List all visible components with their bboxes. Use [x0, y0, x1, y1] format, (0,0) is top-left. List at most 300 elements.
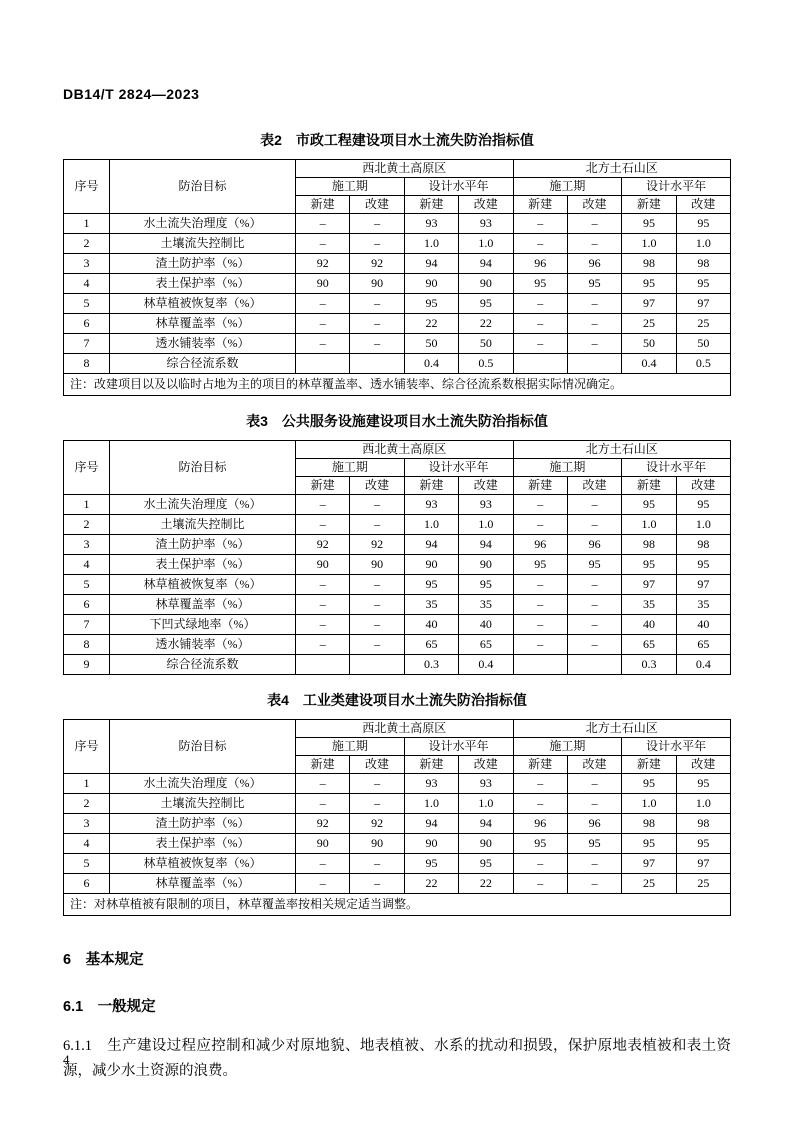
table-note: 注：对林草植被有限制的项目，林草覆盖率按相关规定适当调整。 [64, 894, 731, 916]
cell-value: – [296, 515, 350, 535]
cell-value: – [296, 794, 350, 814]
cell-value: 95 [676, 555, 730, 575]
cell-value: 93 [459, 495, 513, 515]
cell-target: 渣土防护率（%） [110, 535, 296, 555]
cell-value: 90 [459, 274, 513, 294]
table-row [64, 814, 731, 834]
cell-value: – [296, 334, 350, 354]
cell-value: 95 [513, 834, 567, 854]
cell-value: 65 [676, 635, 730, 655]
cell-value: – [350, 615, 404, 635]
cell-seq: 3 [64, 814, 110, 834]
cell-value: 0.3 [404, 655, 458, 675]
cell-value [296, 354, 350, 374]
cell-value: 25 [622, 874, 676, 894]
cell-value: 98 [622, 254, 676, 274]
cell-value: 1.0 [622, 515, 676, 535]
cell-value: – [567, 575, 621, 595]
document-code: DB14/T 2824—2023 [63, 86, 200, 102]
cell-value: 1.0 [622, 234, 676, 254]
col-header-period: 施工期 [513, 738, 622, 756]
cell-value: 95 [622, 214, 676, 234]
col-header-period: 设计水平年 [404, 178, 513, 196]
cell-value: 90 [296, 555, 350, 575]
cell-value: 90 [296, 274, 350, 294]
cell-value: 90 [404, 834, 458, 854]
col-header-target: 防治目标 [110, 720, 296, 774]
cell-value [350, 655, 404, 675]
cell-seq: 2 [64, 515, 110, 535]
cell-target: 林草覆盖率（%） [110, 595, 296, 615]
cell-value: – [350, 595, 404, 615]
cell-target: 林草植被恢复率（%） [110, 854, 296, 874]
cell-seq: 2 [64, 794, 110, 814]
cell-value: 65 [404, 635, 458, 655]
col-header-build-type: 新建 [404, 196, 458, 214]
table-title: 表4 工业类建设项目水土流失防治指标值 [267, 692, 527, 708]
cell-target: 渣土防护率（%） [110, 254, 296, 274]
cell-value: 95 [622, 774, 676, 794]
table-row [64, 635, 731, 655]
cell-value: – [350, 214, 404, 234]
cell-value: 95 [676, 495, 730, 515]
col-header-seq: 序号 [64, 720, 110, 774]
col-header-build-type: 新建 [404, 756, 458, 774]
col-header-build-type: 改建 [676, 756, 730, 774]
table-row [64, 854, 731, 874]
col-header-build-type: 改建 [676, 196, 730, 214]
cell-value: 93 [404, 495, 458, 515]
cell-value: 90 [296, 834, 350, 854]
col-header-seq: 序号 [64, 441, 110, 495]
col-header-seq: 序号 [64, 160, 110, 214]
cell-value: – [296, 854, 350, 874]
cell-seq: 3 [64, 254, 110, 274]
cell-target: 表土保护率（%） [110, 555, 296, 575]
table-row [64, 575, 731, 595]
col-header-build-type: 新建 [622, 477, 676, 495]
cell-seq: 1 [64, 774, 110, 794]
cell-value [567, 655, 621, 675]
cell-value: 0.4 [459, 655, 513, 675]
cell-value: 95 [513, 555, 567, 575]
cell-value: 40 [622, 615, 676, 635]
cell-value: 92 [350, 535, 404, 555]
cell-target: 水土流失治理度（%） [110, 774, 296, 794]
cell-value: 92 [296, 254, 350, 274]
clause-paragraph: 6.1.1 生产建设过程应控制和减少对原地貌、地表植被、水系的扰动和损毁，保护原地表植被和表土资源，减少水土资源的浪费。 [63, 1038, 731, 1079]
cell-value: 95 [622, 834, 676, 854]
cell-seq: 7 [64, 334, 110, 354]
cell-value: 97 [622, 294, 676, 314]
table-note-row [64, 894, 731, 916]
cell-value: – [513, 234, 567, 254]
cell-value: 0.4 [676, 655, 730, 675]
cell-value: 35 [404, 595, 458, 615]
cell-value: – [513, 334, 567, 354]
cell-value: – [296, 874, 350, 894]
cell-target: 林草植被恢复率（%） [110, 294, 296, 314]
cell-value: – [567, 294, 621, 314]
cell-value: 1.0 [676, 794, 730, 814]
cell-value: 0.4 [404, 354, 458, 374]
cell-value: 94 [404, 254, 458, 274]
cell-target: 表土保护率（%） [110, 274, 296, 294]
cell-value: 90 [459, 834, 513, 854]
table-row [64, 774, 731, 794]
table-row [64, 794, 731, 814]
section-heading-sub: 6.1 一般规定 [63, 999, 156, 1015]
cell-seq: 9 [64, 655, 110, 675]
indicator-table [63, 159, 731, 396]
cell-value: – [350, 794, 404, 814]
cell-value: 94 [459, 254, 513, 274]
col-header-period: 施工期 [296, 459, 405, 477]
cell-seq: 3 [64, 535, 110, 555]
cell-value: 50 [459, 334, 513, 354]
cell-value: 0.3 [622, 655, 676, 675]
cell-value: 40 [676, 615, 730, 635]
col-header-build-type: 改建 [459, 477, 513, 495]
table-row [64, 595, 731, 615]
cell-value: – [513, 575, 567, 595]
cell-value: 90 [459, 555, 513, 575]
cell-seq: 8 [64, 354, 110, 374]
cell-seq: 4 [64, 555, 110, 575]
cell-value: 90 [350, 834, 404, 854]
cell-value: – [296, 575, 350, 595]
cell-value: 98 [676, 535, 730, 555]
cell-value [513, 354, 567, 374]
cell-value: 22 [459, 874, 513, 894]
cell-value: 40 [404, 615, 458, 635]
cell-value: – [350, 854, 404, 874]
cell-value: 95 [567, 834, 621, 854]
cell-value: 92 [296, 535, 350, 555]
cell-seq: 6 [64, 595, 110, 615]
cell-value: 93 [459, 774, 513, 794]
cell-seq: 4 [64, 834, 110, 854]
cell-value: – [513, 314, 567, 334]
cell-value: – [513, 794, 567, 814]
table-note: 注：改建项目以及以临时占地为主的项目的林草覆盖率、透水铺装率、综合径流系数根据实际情况确定。 [64, 374, 731, 396]
table-note-row [64, 374, 731, 396]
cell-seq: 7 [64, 615, 110, 635]
cell-value: 1.0 [404, 515, 458, 535]
cell-value: 95 [676, 274, 730, 294]
cell-value: 95 [404, 294, 458, 314]
col-header-target: 防治目标 [110, 441, 296, 495]
cell-seq: 6 [64, 874, 110, 894]
cell-value: 22 [404, 314, 458, 334]
table-row [64, 555, 731, 575]
table-title: 表2 市政工程建设项目水土流失防治指标值 [260, 132, 534, 148]
cell-value: – [567, 854, 621, 874]
cell-value: – [513, 615, 567, 635]
cell-value: 95 [622, 555, 676, 575]
cell-value: 35 [459, 595, 513, 615]
cell-value: 95 [513, 274, 567, 294]
cell-value: 96 [513, 254, 567, 274]
cell-value: 96 [567, 814, 621, 834]
cell-seq: 5 [64, 575, 110, 595]
table-row [64, 515, 731, 535]
cell-target: 水土流失治理度（%） [110, 214, 296, 234]
col-header-region: 西北黄土高原区 [296, 441, 514, 459]
cell-seq: 6 [64, 314, 110, 334]
cell-value: 95 [676, 214, 730, 234]
table-row [64, 495, 731, 515]
cell-value: – [567, 615, 621, 635]
cell-value: – [513, 294, 567, 314]
cell-value: 1.0 [622, 794, 676, 814]
cell-value: 40 [459, 615, 513, 635]
cell-target: 林草覆盖率（%） [110, 874, 296, 894]
cell-value [567, 354, 621, 374]
cell-value: – [350, 495, 404, 515]
cell-value: – [513, 495, 567, 515]
col-header-region: 北方土石山区 [513, 441, 731, 459]
col-header-region: 北方土石山区 [513, 720, 731, 738]
cell-value: 1.0 [676, 234, 730, 254]
cell-value: – [567, 774, 621, 794]
table-row [64, 214, 731, 234]
cell-value: – [513, 515, 567, 535]
cell-value [296, 655, 350, 675]
cell-value: 94 [459, 814, 513, 834]
table-row [64, 234, 731, 254]
col-header-build-type: 改建 [350, 756, 404, 774]
cell-value: – [350, 314, 404, 334]
cell-value: 96 [567, 254, 621, 274]
cell-target: 透水铺装率（%） [110, 334, 296, 354]
cell-target: 渣土防护率（%） [110, 814, 296, 834]
col-header-build-type: 改建 [350, 196, 404, 214]
cell-value: – [567, 794, 621, 814]
cell-target: 透水铺装率（%） [110, 635, 296, 655]
section-heading-chapter: 6 基本规定 [63, 952, 144, 968]
cell-value: – [567, 214, 621, 234]
cell-value: – [350, 234, 404, 254]
cell-value: 95 [459, 294, 513, 314]
cell-value: 22 [404, 874, 458, 894]
cell-target: 综合径流系数 [110, 655, 296, 675]
col-header-region: 北方土石山区 [513, 160, 731, 178]
col-header-build-type: 改建 [676, 477, 730, 495]
cell-value: 90 [404, 555, 458, 575]
col-header-build-type: 新建 [513, 477, 567, 495]
cell-value: 25 [622, 314, 676, 334]
cell-value: 94 [404, 535, 458, 555]
cell-value: 1.0 [459, 794, 513, 814]
table-block-3 [63, 411, 731, 675]
cell-value: 97 [676, 575, 730, 595]
cell-value: 95 [676, 774, 730, 794]
cell-value: 50 [404, 334, 458, 354]
col-header-period: 施工期 [513, 178, 622, 196]
cell-value: – [567, 874, 621, 894]
cell-value: – [350, 575, 404, 595]
cell-value [513, 655, 567, 675]
cell-target: 林草植被恢复率（%） [110, 575, 296, 595]
cell-value: – [350, 334, 404, 354]
col-header-build-type: 新建 [513, 196, 567, 214]
cell-seq: 5 [64, 294, 110, 314]
table-row [64, 874, 731, 894]
cell-value: 90 [350, 274, 404, 294]
col-header-build-type: 新建 [622, 196, 676, 214]
col-header-period: 设计水平年 [404, 738, 513, 756]
table-row [64, 254, 731, 274]
col-header-build-type: 改建 [567, 756, 621, 774]
table-row [64, 354, 731, 374]
col-header-build-type: 新建 [622, 756, 676, 774]
cell-value: – [567, 635, 621, 655]
cell-value: 95 [459, 575, 513, 595]
table-row [64, 274, 731, 294]
cell-seq: 2 [64, 234, 110, 254]
cell-value: – [513, 635, 567, 655]
cell-value: 90 [404, 274, 458, 294]
col-header-period: 施工期 [296, 178, 405, 196]
table-block-2 [63, 130, 731, 396]
cell-value: – [513, 774, 567, 794]
cell-value: 94 [404, 814, 458, 834]
cell-value: 94 [459, 535, 513, 555]
cell-target: 下凹式绿地率（%） [110, 615, 296, 635]
cell-value: – [567, 595, 621, 615]
cell-value: 90 [350, 555, 404, 575]
cell-target: 综合径流系数 [110, 354, 296, 374]
cell-value: – [296, 595, 350, 615]
cell-target: 林草覆盖率（%） [110, 314, 296, 334]
cell-seq: 8 [64, 635, 110, 655]
cell-value: 96 [513, 535, 567, 555]
cell-seq: 1 [64, 495, 110, 515]
col-header-build-type: 改建 [459, 196, 513, 214]
cell-value: 95 [404, 854, 458, 874]
cell-value: – [296, 774, 350, 794]
cell-value: 95 [622, 274, 676, 294]
col-header-build-type: 改建 [567, 196, 621, 214]
cell-value: 92 [350, 814, 404, 834]
cell-value: 92 [296, 814, 350, 834]
cell-value: 35 [622, 595, 676, 615]
cell-value: 1.0 [404, 794, 458, 814]
table-row [64, 535, 731, 555]
cell-value: 1.0 [404, 234, 458, 254]
cell-value: – [296, 314, 350, 334]
cell-value: – [513, 854, 567, 874]
cell-value: 96 [513, 814, 567, 834]
cell-value: 0.5 [459, 354, 513, 374]
col-header-period: 施工期 [296, 738, 405, 756]
cell-value: 25 [676, 874, 730, 894]
cell-value: – [350, 515, 404, 535]
col-header-target: 防治目标 [110, 160, 296, 214]
cell-value: – [567, 495, 621, 515]
table-row [64, 334, 731, 354]
cell-value: – [567, 515, 621, 535]
cell-value: 65 [622, 635, 676, 655]
cell-value: 25 [676, 314, 730, 334]
cell-value: 0.4 [622, 354, 676, 374]
cell-value: 93 [459, 214, 513, 234]
cell-value: – [350, 874, 404, 894]
col-header-region: 西北黄土高原区 [296, 160, 514, 178]
col-header-period: 设计水平年 [404, 459, 513, 477]
cell-value: 1.0 [459, 234, 513, 254]
table-row [64, 314, 731, 334]
cell-value: – [350, 774, 404, 794]
cell-value: – [296, 214, 350, 234]
col-header-build-type: 新建 [513, 756, 567, 774]
cell-value: – [567, 234, 621, 254]
cell-value: 95 [567, 274, 621, 294]
cell-value: – [296, 294, 350, 314]
table-row [64, 294, 731, 314]
cell-value: 65 [459, 635, 513, 655]
table-row [64, 834, 731, 854]
col-header-build-type: 新建 [296, 477, 350, 495]
cell-value: – [513, 595, 567, 615]
cell-value: 98 [676, 814, 730, 834]
cell-value: 97 [622, 854, 676, 874]
table-row [64, 615, 731, 635]
cell-value: 50 [676, 334, 730, 354]
table-row [64, 655, 731, 675]
cell-value: – [513, 214, 567, 234]
cell-seq: 5 [64, 854, 110, 874]
col-header-region: 西北黄土高原区 [296, 720, 514, 738]
col-header-build-type: 改建 [567, 477, 621, 495]
cell-value: 96 [567, 535, 621, 555]
cell-value: 92 [350, 254, 404, 274]
page-number: 4 [63, 1052, 70, 1067]
cell-value: 97 [676, 854, 730, 874]
cell-value: 93 [404, 214, 458, 234]
cell-value: 98 [622, 814, 676, 834]
cell-value: – [296, 234, 350, 254]
cell-value: 98 [622, 535, 676, 555]
cell-value: – [296, 615, 350, 635]
cell-value: 95 [567, 555, 621, 575]
cell-value: – [567, 334, 621, 354]
cell-value: 95 [459, 854, 513, 874]
cell-value: 93 [404, 774, 458, 794]
cell-target: 土壤流失控制比 [110, 515, 296, 535]
cell-value: 1.0 [676, 515, 730, 535]
indicator-table [63, 440, 731, 675]
col-header-build-type: 新建 [296, 196, 350, 214]
col-header-period: 施工期 [513, 459, 622, 477]
cell-value: – [513, 874, 567, 894]
cell-seq: 4 [64, 274, 110, 294]
col-header-period: 设计水平年 [622, 178, 731, 196]
cell-value: 97 [622, 575, 676, 595]
col-header-build-type: 改建 [459, 756, 513, 774]
table-block-4 [63, 690, 731, 916]
cell-value: – [296, 635, 350, 655]
cell-target: 土壤流失控制比 [110, 234, 296, 254]
col-header-build-type: 改建 [350, 477, 404, 495]
cell-value: – [350, 294, 404, 314]
col-header-period: 设计水平年 [622, 738, 731, 756]
col-header-build-type: 新建 [404, 477, 458, 495]
cell-value: 50 [622, 334, 676, 354]
cell-value: 35 [676, 595, 730, 615]
cell-value: 95 [676, 834, 730, 854]
